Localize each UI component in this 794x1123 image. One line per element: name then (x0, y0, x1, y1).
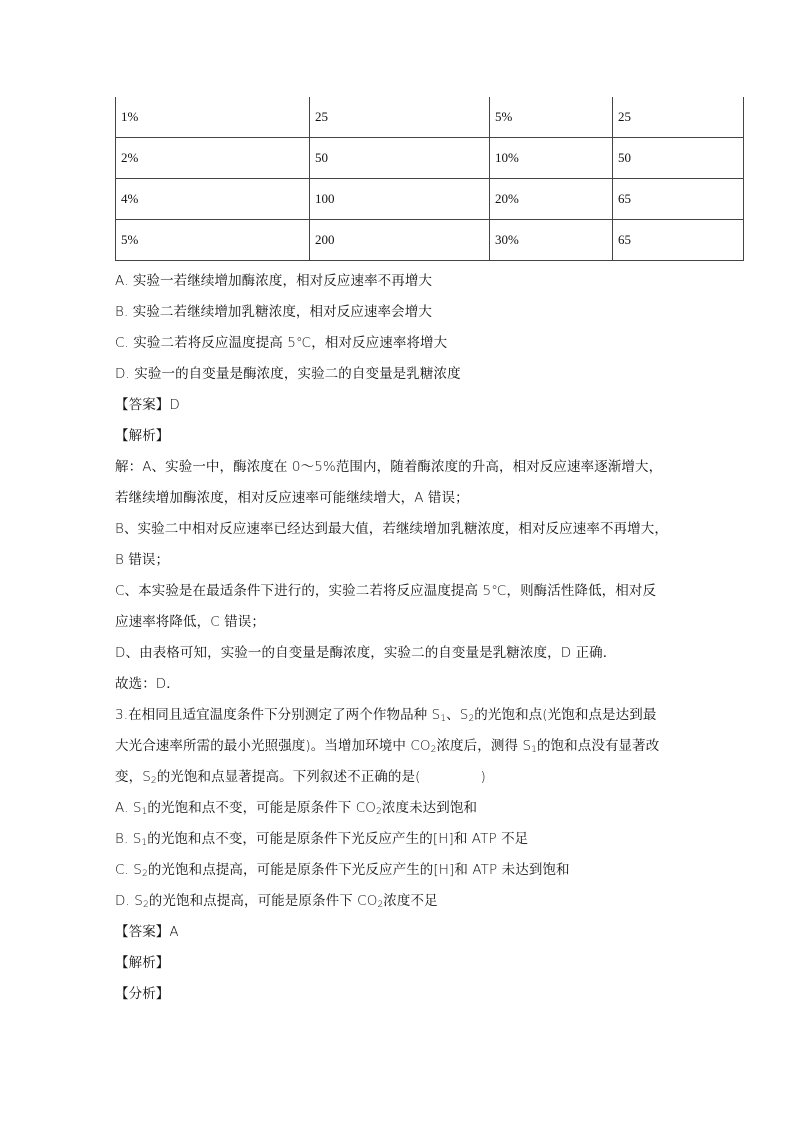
table-row (116, 220, 744, 261)
q2-explanation-line: 解：A、实验一中，酶浓度在 0～5%范围内，随着酶浓度的升高，相对反应速率逐渐增大， (115, 459, 663, 475)
text-run: C. S (115, 862, 142, 878)
table-cell: 200 (310, 220, 490, 261)
table-cell: 5% (490, 97, 613, 138)
table-cell: 25 (613, 97, 744, 138)
table-row (116, 138, 744, 179)
subscript: 2 (468, 714, 475, 724)
text-run: 3.在相同且适宜温度条件下分别测定了两个作物品种 S (115, 707, 441, 723)
q3-stem-line (115, 700, 715, 731)
text-run: D. S (115, 893, 143, 909)
table-row (116, 97, 744, 138)
q3-option-c (115, 855, 715, 886)
q2-analysis-label: 【解析】 (115, 428, 170, 444)
table-cell: 4% (116, 179, 310, 220)
q3-analysis-label: 【解析】 (115, 955, 170, 971)
q2-option-d: D. 实验一的自变量是酶浓度，实验二的自变量是乳糖浓度 (115, 366, 461, 382)
table-cell: 100 (310, 179, 490, 220)
q2-explanation-line: 故选：D． (115, 676, 180, 692)
q2-answer: 【答案】D (115, 397, 180, 413)
text-run: 变，S (115, 769, 151, 785)
q3-answer: 【答案】A (115, 924, 179, 940)
text-run: 大光合速率所需的最小光照强度)。当增加环境中 CO (115, 738, 431, 754)
text-run: 的光饱和点(光饱和点是达到最 (474, 707, 657, 723)
table-cell: 25 (310, 97, 490, 138)
q2-explanation-line: B、实验二中相对反应速率已经达到最大值，若继续增加乳糖浓度，相对反应速率不再增大， (115, 521, 668, 537)
data-table (115, 97, 744, 261)
q2-explanation-line: B 错误； (115, 552, 170, 568)
text-run: 、S (446, 707, 469, 723)
text-run: B. S (115, 831, 142, 847)
subscript: 2 (141, 869, 148, 879)
subscript: 2 (376, 807, 382, 817)
q2-explanation-line: C、本实验是在最适条件下进行的，实验二若将反应温度提高 5℃，则酶活性降低，相对反 (115, 583, 657, 599)
table-cell: 1% (116, 97, 310, 138)
table-cell: 10% (490, 138, 613, 179)
table-cell: 65 (613, 179, 744, 220)
table-cell: 65 (613, 220, 744, 261)
text-run: 的光饱和点不变，可能是原条件下光反应产生的[H]和 ATP 不足 (147, 831, 529, 847)
table-cell: 20% (490, 179, 613, 220)
subscript: 1 (531, 745, 537, 755)
text-run: A. S (115, 800, 142, 816)
q2-option-a: A. 实验一若继续增加酶浓度，相对反应速率不再增大 (115, 273, 433, 289)
q2-option-b: B. 实验二若继续增加乳糖浓度，相对反应速率会增大 (115, 304, 432, 320)
table-cell: 30% (490, 220, 613, 261)
q2-option-c: C. 实验二若将反应温度提高 5℃，相对反应速率将增大 (115, 335, 448, 351)
question-text (115, 266, 715, 1010)
table-row (116, 179, 744, 220)
subscript: 2 (430, 745, 437, 755)
text-run: 的光饱和点显著提高。下列叙述不正确的是( (156, 769, 421, 785)
text-run: 的饱和点没有显著改 (536, 738, 660, 754)
q2-explanation-line: 若继续增加酶浓度，相对反应速率可能继续增大，A 错误； (115, 490, 469, 506)
q3-option-a (115, 793, 715, 824)
q3-option-d (115, 886, 715, 917)
text-run: 浓度未达到饱和 (381, 800, 478, 816)
table-cell: 50 (310, 138, 490, 179)
table-cell: 5% (116, 220, 310, 261)
q2-explanation-line: D、由表格可知，实验一的自变量是酶浓度，实验二的自变量是乳糖浓度，D 正确． (115, 645, 617, 661)
subscript: 2 (150, 776, 157, 786)
text-run: 浓度后，测得 S (436, 738, 532, 754)
subscript: 1 (440, 714, 447, 724)
q3-fenxi-label: 【分析】 (115, 986, 170, 1002)
subscript: 2 (377, 900, 384, 910)
text-run: ) (480, 769, 486, 785)
q3-option-b (115, 824, 715, 855)
subscript: 2 (142, 900, 149, 910)
table-cell: 50 (613, 138, 744, 179)
text-run: 的光饱和点提高，可能是原条件下 CO (148, 893, 378, 909)
table-cell: 2% (116, 138, 310, 179)
subscript: 1 (141, 838, 148, 848)
q3-stem-line (115, 731, 715, 762)
q3-stem-line (115, 762, 715, 793)
q2-explanation-line: 应速率将降低，C 错误； (115, 614, 265, 630)
text-run: 的光饱和点提高，可能是原条件下光反应产生的[H]和 ATP 未达到饱和 (147, 862, 570, 878)
subscript: 1 (141, 807, 148, 817)
text-run: 浓度不足 (383, 893, 438, 909)
text-run: 的光饱和点不变，可能是原条件下 CO (147, 800, 377, 816)
